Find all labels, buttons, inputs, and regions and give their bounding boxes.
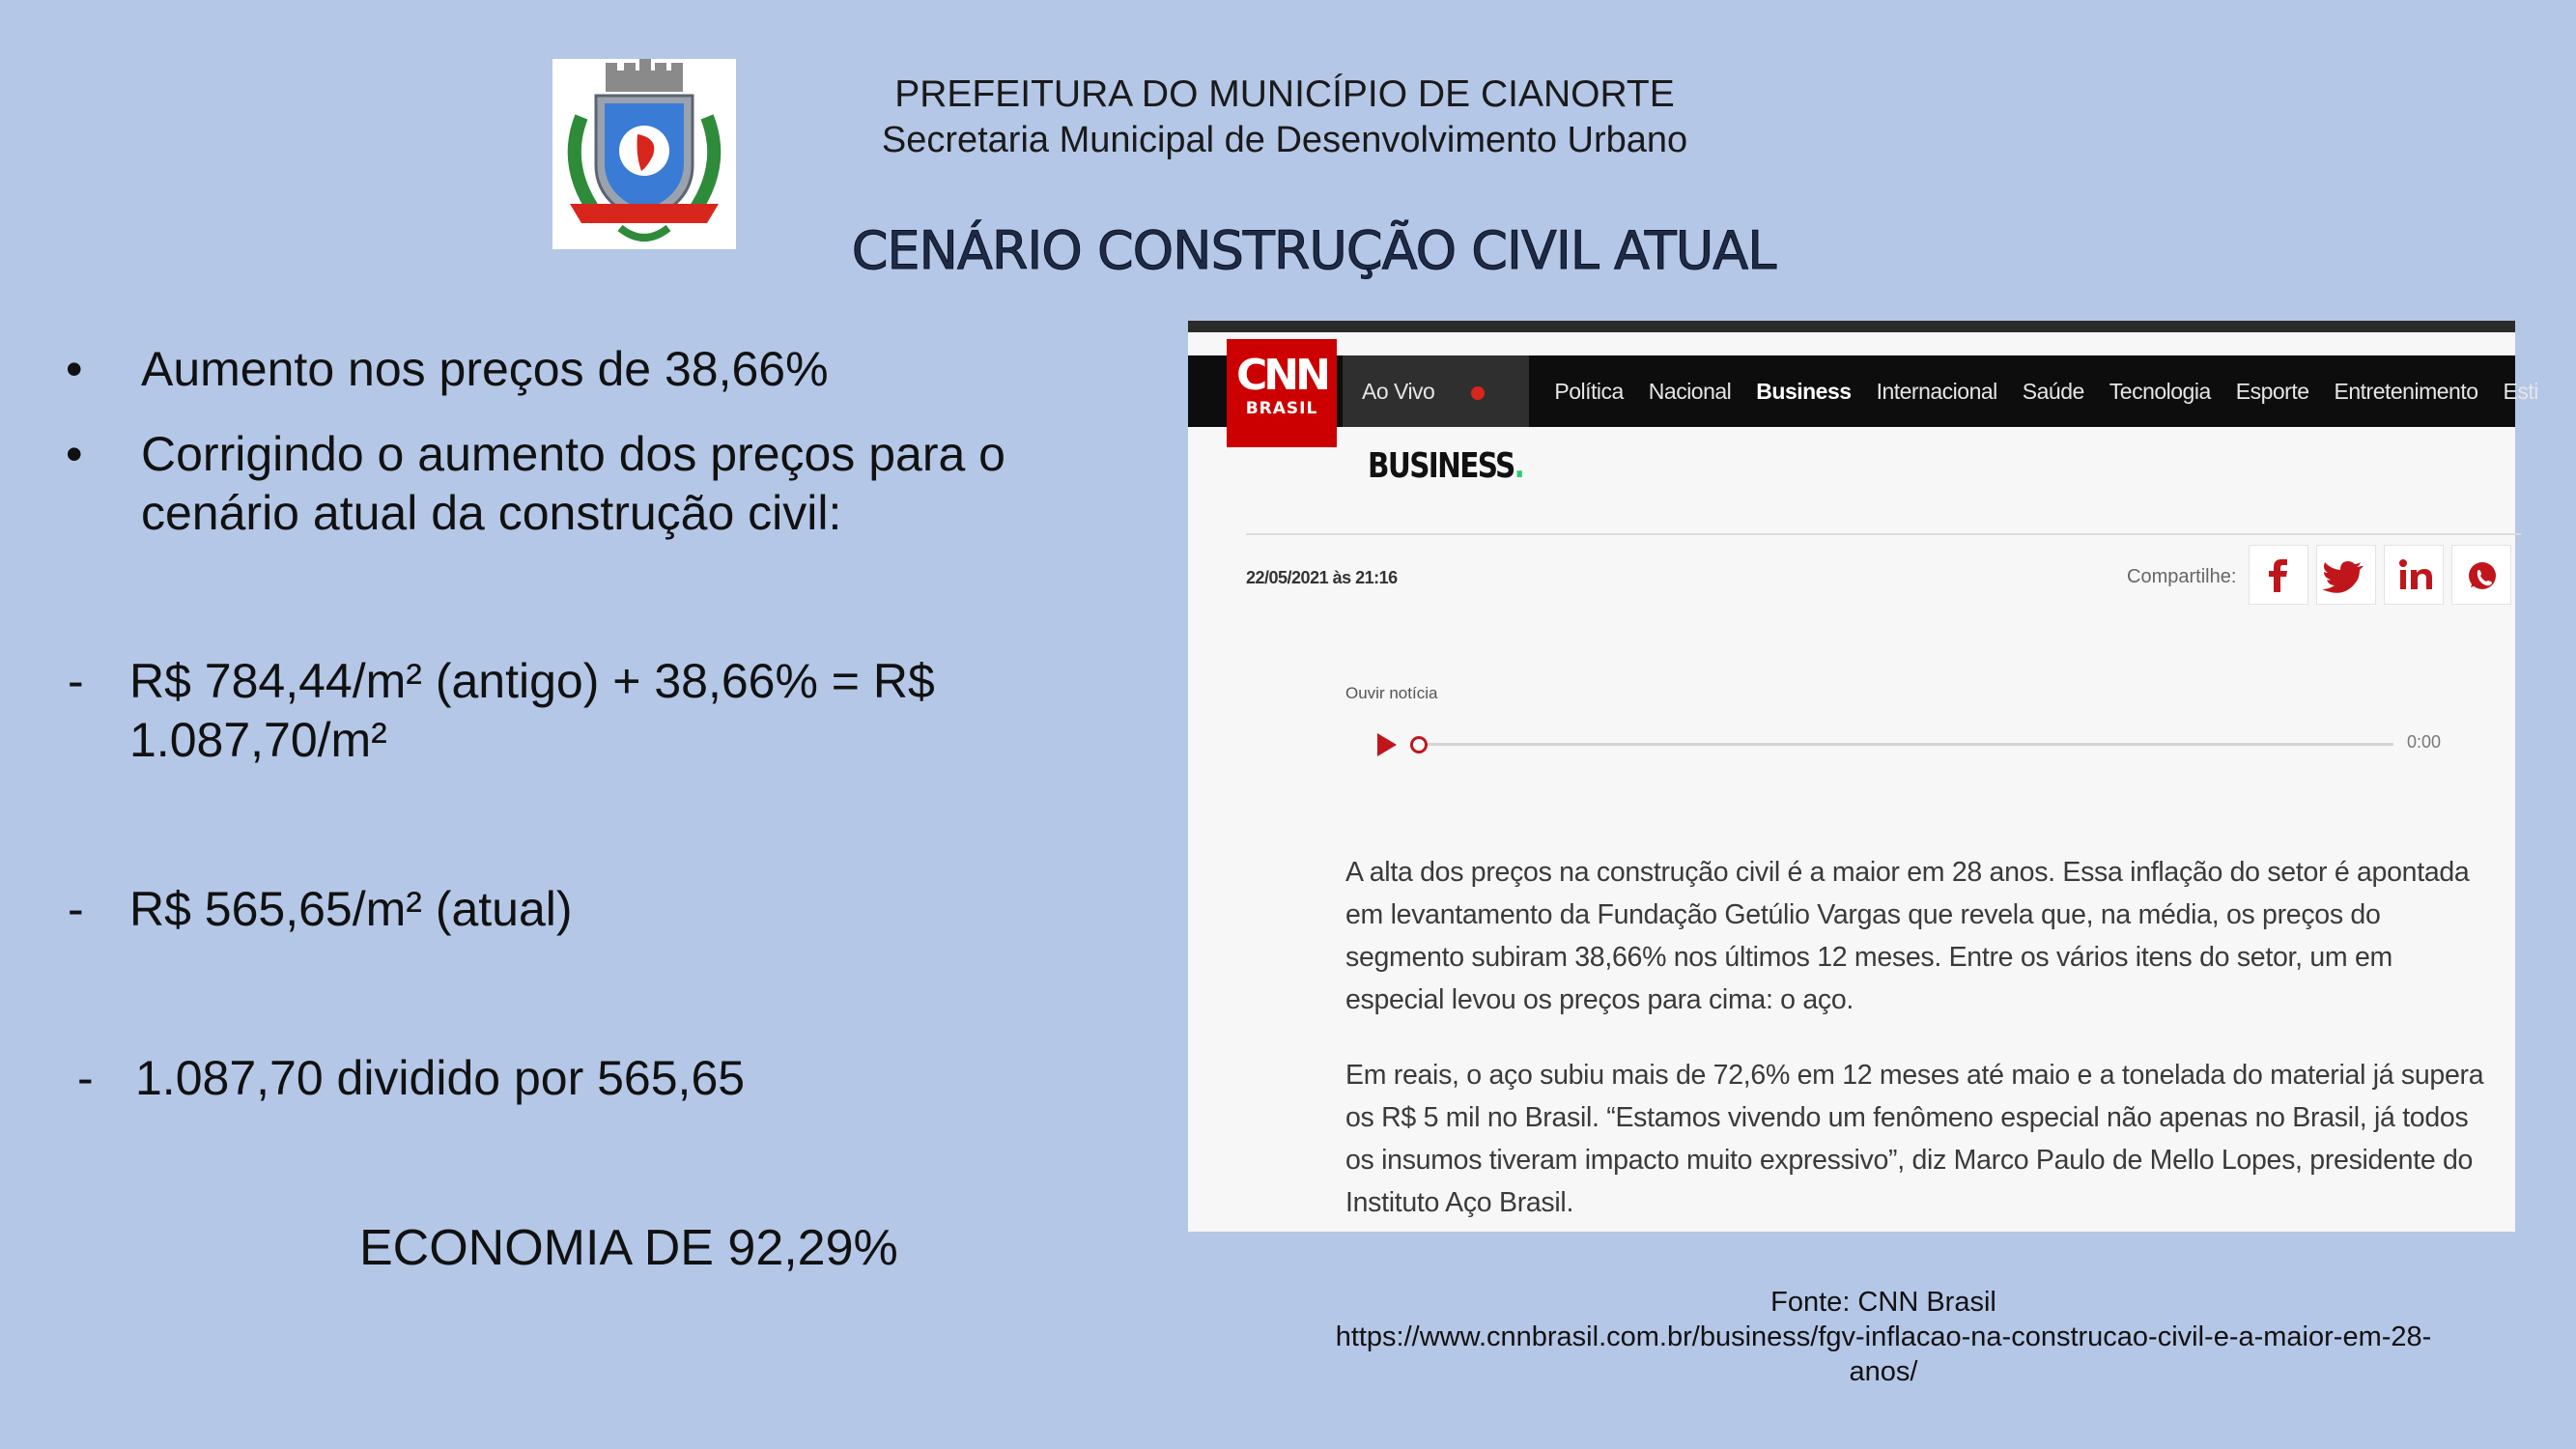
- play-icon[interactable]: [1377, 733, 1397, 756]
- share-facebook-button[interactable]: [2249, 545, 2308, 605]
- source-caption: [1285, 1285, 2482, 1389]
- logo-main: CNN: [1236, 351, 1327, 400]
- player-track[interactable]: [1428, 743, 2393, 746]
- cnn-article-screenshot: [1188, 321, 2538, 1232]
- live-dot-icon: [1471, 386, 1485, 400]
- nav-item-business[interactable]: Business: [1756, 378, 1852, 404]
- paragraph-line: os R$ 5 mil no Brasil. “Estamos vivendo um fenômeno especial não apenas no Brasil, já todos: [1345, 1102, 2469, 1133]
- browser-top-bar: [1188, 321, 2515, 332]
- section-dot: .: [1514, 446, 1524, 486]
- player-progress-knob[interactable]: [1410, 736, 1428, 753]
- article-date: 22/05/2021 às 21:16: [1246, 568, 1398, 587]
- logo-sub: BRASIL: [1245, 399, 1318, 418]
- nav-items: [1362, 355, 2563, 427]
- paragraph-line: especial levou os preços para cima: o aço.: [1345, 984, 1854, 1015]
- cnn-nav-bar: [1188, 351, 2538, 427]
- paragraph-line: em levantamento da Fundação Getúlio Vargas que revela que, na média, os preços do: [1345, 899, 2381, 930]
- share-label: Compartilhe:: [2127, 566, 2237, 587]
- nav-item-entretenimento[interactable]: Entretenimento: [2334, 378, 2478, 404]
- calc-text: [129, 652, 1095, 770]
- divider: [1246, 533, 2521, 535]
- paragraph-line: Em reais, o aço subiu mais de 72,6% em 12 meses até maio e a tonelada do material já supera: [1345, 1060, 2484, 1091]
- nav-item-esporte[interactable]: Esporte: [2235, 378, 2309, 404]
- source-label: Fonte: CNN Brasil: [1770, 1287, 1996, 1318]
- facebook-icon: [2250, 546, 2309, 606]
- cnn-brasil-logo[interactable]: [1227, 339, 1337, 447]
- nav-live-label: Ao Vivo: [1362, 379, 1435, 404]
- paragraph-line: os insumos tiveram impacto muito expressivo”, diz Marco Paulo de Mello Lopes, presidente do: [1345, 1145, 2474, 1176]
- article-paragraph-2: [1345, 1054, 2505, 1224]
- calc-line: R$ 784,44/m² (antigo) + 38,66% = R$: [129, 654, 935, 708]
- org-department: Secretaria Municipal de Desenvolvimento Urbano: [881, 120, 1688, 160]
- bullet-mark: •: [66, 342, 83, 396]
- nav-item-politica[interactable]: Política: [1554, 378, 1624, 404]
- nav-item-estilo[interactable]: Esti: [2503, 378, 2538, 404]
- paragraph-line: Instituto Aço Brasil.: [1345, 1187, 1574, 1218]
- share-twitter-button[interactable]: [2316, 545, 2376, 605]
- whatsapp-icon: [2452, 546, 2512, 606]
- section-title-text: BUSINESS: [1368, 446, 1514, 486]
- paragraph-line: segmento subiram 38,66% nos últimos 12 meses. Entre os vários itens do setor, um em: [1345, 942, 2392, 973]
- bullet-line: Corrigindo o aumento dos preços para o: [141, 427, 1005, 481]
- section-title: [1368, 446, 1523, 486]
- economy-result: ECONOMIA DE 92,29%: [359, 1220, 898, 1276]
- calc-line: 1.087,70 dividido por 565,65: [135, 1051, 746, 1105]
- bullet-text: [141, 425, 1107, 543]
- paragraph-line: A alta dos preços na construção civil é a maior em 28 anos. Essa inflação do setor é apontada: [1345, 857, 2470, 888]
- player-time: 0:00: [2407, 732, 2442, 752]
- bullet-line: cenário atual da construção civil:: [141, 486, 842, 540]
- dash-mark: -: [77, 1051, 94, 1105]
- share-whatsapp-button[interactable]: [2451, 545, 2511, 605]
- bullet-mark: •: [66, 427, 83, 481]
- nav-item-nacional[interactable]: Nacional: [1648, 378, 1732, 404]
- share-linkedin-button[interactable]: [2384, 545, 2444, 605]
- article-paragraph-1: [1345, 851, 2505, 1021]
- bullet-text: Aumento nos preços de 38,66%: [141, 342, 829, 396]
- audio-player: [1377, 730, 2478, 759]
- calc-line: 1.087,70/m²: [129, 713, 387, 767]
- org-name: PREFEITURA DO MUNICÍPIO DE CIANORTE: [894, 73, 1675, 115]
- twitter-icon: [2317, 546, 2377, 606]
- nav-item-tecnologia[interactable]: Tecnologia: [2109, 378, 2211, 404]
- linkedin-icon: [2385, 546, 2445, 606]
- dash-mark: -: [68, 654, 84, 708]
- nav-live[interactable]: [1343, 355, 1529, 427]
- listen-label: Ouvir notícia: [1345, 684, 1438, 702]
- dash-mark: -: [68, 882, 84, 936]
- calc-line: R$ 565,65/m² (atual): [129, 882, 573, 936]
- nav-item-internacional[interactable]: Internacional: [1876, 378, 1997, 404]
- slide-title: CENÁRIO CONSTRUÇÃO CIVIL ATUAL: [851, 220, 1776, 281]
- source-url[interactable]: https://www.cnnbrasil.com.br/business/fgv-inflacao-na-construcao-civil-e-a-maior-em-28-: [1335, 1321, 2432, 1352]
- nav-item-saude[interactable]: Saúde: [2022, 378, 2084, 404]
- source-url-end[interactable]: anos/: [1849, 1356, 1918, 1387]
